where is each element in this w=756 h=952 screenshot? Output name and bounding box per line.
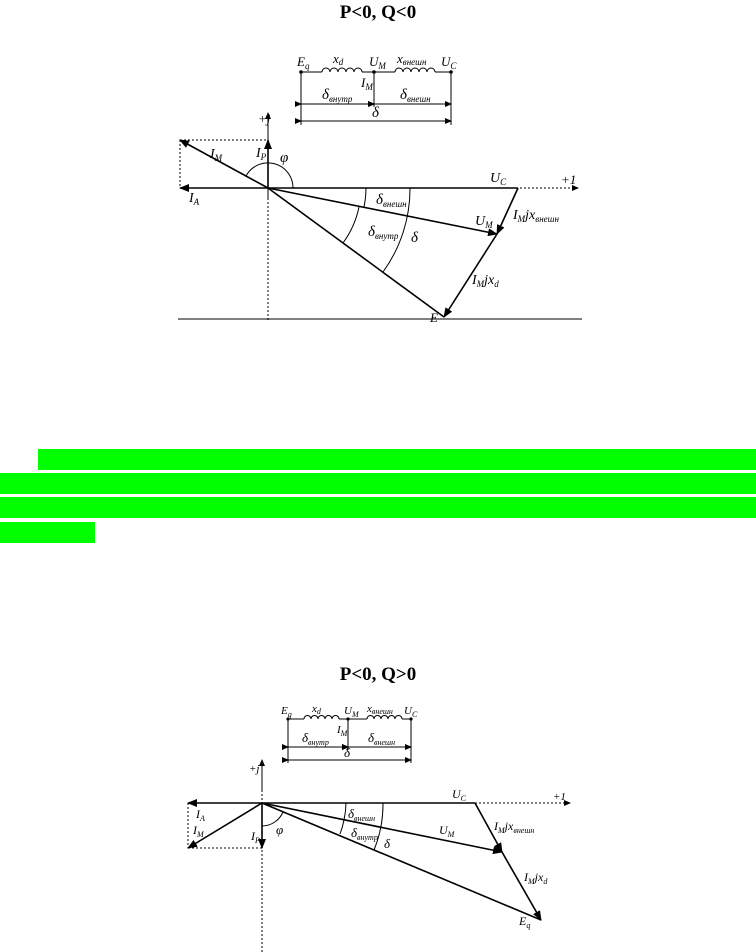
- inductor-xvnesh: [395, 68, 435, 72]
- label-one: +1: [561, 172, 577, 187]
- label-xd-2: xd: [312, 703, 321, 716]
- label-vec-um-2: $U_M$: [439, 823, 455, 839]
- arc-dvnesh: [364, 188, 366, 207]
- label-delta-plot-2: δ: [384, 836, 391, 851]
- label-j: +j: [258, 111, 271, 126]
- vector-eq: [268, 188, 444, 317]
- highlight-line-2: [0, 473, 756, 494]
- label-im: $I_M$: [361, 75, 373, 92]
- phasor-plot-2: [188, 760, 570, 952]
- label-j-2: +j: [249, 763, 260, 775]
- phasor-diagram-1: [0, 0, 756, 340]
- circuit-schematic-1: [296, 51, 457, 125]
- label-eq-plot-2: $E_q$: [519, 914, 531, 930]
- label-eq: $E_q$: [297, 54, 310, 71]
- inductor-xvnesh-2: [367, 716, 402, 720]
- highlight-line-1: [38, 449, 756, 470]
- label-xd: xd: [333, 51, 344, 67]
- vector-im-jx-d-2: [502, 852, 541, 920]
- label-xvnesh: xвнешн: [397, 51, 427, 67]
- highlight-line-3: [0, 497, 756, 518]
- label-im-jx-vnesh-2: $I_Mjx_{внешн}$: [494, 819, 535, 835]
- label-uc: $U_C$: [441, 54, 457, 71]
- inductor-xd-2: [304, 716, 339, 720]
- label-im-2: $I_M$: [337, 724, 348, 738]
- label-dvnesh: $\delta_{внешн}$: [400, 87, 431, 104]
- label-eq-2: $E_q$: [281, 705, 292, 719]
- diagram-2-title: P<0, Q>0: [339, 664, 417, 685]
- label-vec-um: $U_M$: [475, 214, 493, 230]
- label-dvnesh-plot-2: $\delta_{внешн}$: [348, 806, 376, 823]
- label-dvnutr: $\delta_{внутр}$: [322, 87, 353, 104]
- label-vec-ip-2: $I_P$: [251, 829, 260, 845]
- label-delta-plot: δ: [411, 230, 418, 246]
- phasor-plot-1: [178, 111, 582, 325]
- label-eq-plot: E: [430, 310, 438, 325]
- label-uc-2: $U_C$: [404, 705, 418, 719]
- label-im-jx-d: $I_Mjx_d$: [472, 273, 499, 289]
- highlight-line-4: [0, 522, 95, 543]
- label-im-jx-vnesh: $I_Mjx_{внешн}$: [513, 208, 559, 224]
- label-delta: δ: [372, 105, 379, 121]
- circuit-schematic-2: [280, 703, 418, 763]
- label-vec-ia-2: $I_A$: [196, 807, 205, 823]
- label-phi: φ: [280, 150, 289, 166]
- vector-um-2: [262, 803, 502, 852]
- arc-phi: [246, 163, 293, 188]
- inductor-xd: [322, 68, 362, 72]
- label-vec-im: $I_M$: [210, 147, 223, 163]
- label-um: $U_M$: [369, 54, 386, 71]
- label-dvnutr: $\delta_{внутр}$: [368, 224, 399, 241]
- label-um-2: $U_M$: [344, 705, 359, 719]
- arc-dvnutr: [343, 207, 359, 243]
- label-xvnesh-2: xвнешн: [367, 703, 393, 716]
- label-one-2: +1: [553, 791, 566, 803]
- label-dvnesh: $\delta_{внешн}$: [376, 192, 407, 209]
- label-vec-uc-2: $U_C$: [452, 787, 467, 803]
- label-delta-2: δ: [344, 745, 351, 760]
- vector-im: [180, 140, 268, 188]
- phasor-diagram-2: [0, 692, 756, 952]
- label-vec-uc: $U_C$: [490, 171, 507, 187]
- label-vec-ia: $I_A$: [189, 191, 200, 207]
- label-im-jx-d-2: $I_Mjx_d$: [524, 870, 548, 886]
- vector-eq-2: [262, 803, 541, 920]
- arc-dvnutr-2: [340, 820, 344, 834]
- label-dvnutr-2: $\delta_{внутр}$: [302, 730, 329, 747]
- label-phi-2: φ: [276, 822, 284, 837]
- label-vec-ip: $I_P$: [256, 146, 267, 162]
- label-vec-im-2: $I_M$: [193, 823, 204, 839]
- arc-dvnesh-2: [344, 803, 346, 820]
- diagram-1-title: P<0, Q<0: [339, 2, 417, 23]
- label-dvnutr-plot-2: $\delta_{внутр}$: [351, 825, 378, 842]
- label-dvnesh-2: $\delta_{внешн}$: [368, 730, 396, 747]
